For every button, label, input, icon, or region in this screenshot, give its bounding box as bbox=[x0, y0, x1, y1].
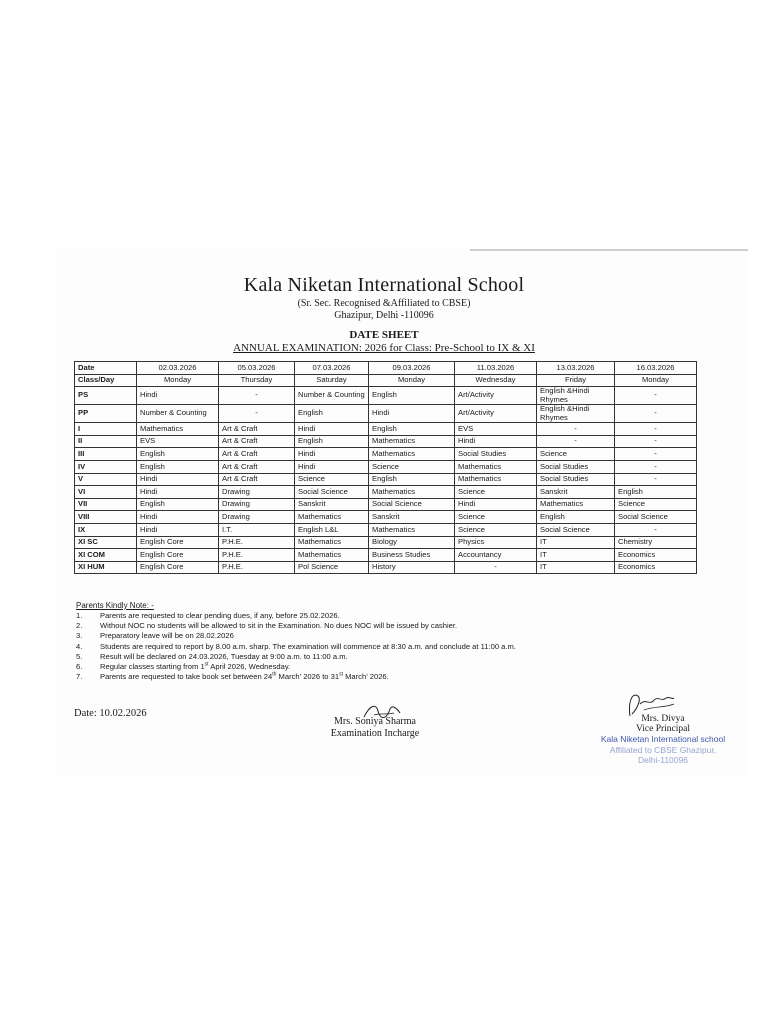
class-cell: III bbox=[75, 448, 137, 461]
day-cell: Monday bbox=[137, 374, 219, 387]
subject-cell: English bbox=[295, 435, 369, 448]
stamp-line-2: Affiliated to CBSE Ghazipur, bbox=[609, 744, 717, 755]
date-sheet-table bbox=[74, 361, 697, 574]
subject-cell: Sanskrit bbox=[537, 486, 615, 499]
subject-cell: Art & Craft bbox=[219, 460, 295, 473]
subject-cell: Science bbox=[295, 473, 369, 486]
class-cell: VII bbox=[75, 498, 137, 511]
notes-heading: Parents Kindly Note: - bbox=[76, 601, 154, 610]
subject-cell: Social Studies bbox=[455, 448, 537, 461]
note-item: 7. Parents are requested to take book set between 24th March' 2026 to 31st March' 2026. bbox=[76, 671, 389, 682]
subject-cell: Hindi bbox=[295, 460, 369, 473]
subject-cell: Mathematics bbox=[455, 473, 537, 486]
subject-cell: Art & Craft bbox=[219, 435, 295, 448]
date-cell: 02.03.2026 bbox=[137, 362, 219, 375]
subject-cell: - bbox=[615, 405, 697, 423]
note-item: 5. Result will be declared on 24.03.2026, Tuesday at 9:00 a.m. to 11:00 a.m. bbox=[76, 651, 348, 661]
subject-cell: IT bbox=[537, 549, 615, 562]
subject-cell: Hindi bbox=[137, 387, 219, 405]
date-cell: 07.03.2026 bbox=[295, 362, 369, 375]
subject-cell: Art & Craft bbox=[219, 448, 295, 461]
subject-cell: EVS bbox=[455, 423, 537, 436]
subject-cell: English Core bbox=[137, 549, 219, 562]
subject-cell: English &Hindi Rhymes bbox=[537, 387, 615, 405]
subject-cell: Mathematics bbox=[295, 536, 369, 549]
subject-cell: Social Studies bbox=[537, 460, 615, 473]
subject-cell: Social Studies bbox=[537, 473, 615, 486]
note-item: 1. Parents are requested to clear pending dues, if any, before 25.02.2026. bbox=[76, 611, 340, 620]
day-cell: Saturday bbox=[295, 374, 369, 387]
subject-cell: Hindi bbox=[295, 423, 369, 436]
subject-cell: Mathematics bbox=[455, 460, 537, 473]
subject-cell: Biology bbox=[369, 536, 455, 549]
subject-cell: Mathematics bbox=[295, 511, 369, 524]
examination-incharge-signature bbox=[320, 716, 430, 740]
subject-cell: Hindi bbox=[137, 523, 219, 536]
class-cell: VIII bbox=[75, 511, 137, 524]
table-row bbox=[75, 498, 697, 511]
table-row bbox=[75, 473, 697, 486]
subject-cell: Hindi bbox=[295, 448, 369, 461]
date-cell: 13.03.2026 bbox=[537, 362, 615, 375]
subject-cell: Drawing bbox=[219, 498, 295, 511]
subject-cell: English &Hindi Rhymes bbox=[537, 405, 615, 423]
table-row bbox=[75, 448, 697, 461]
note-item: 4. Students are required to report by 8.00 a.m. sharp. The examination will commence at 8:30 a.m. and conclude at 11:00 a.m. bbox=[76, 641, 516, 651]
table-body bbox=[75, 362, 697, 574]
subject-cell: Mathematics bbox=[369, 486, 455, 499]
day-cell: Friday bbox=[537, 374, 615, 387]
subject-cell: Art & Craft bbox=[219, 423, 295, 436]
note-item: 6. Regular classes starting from 1st April 2026, Wednesday. bbox=[76, 661, 291, 672]
subject-cell: - bbox=[219, 387, 295, 405]
table-row bbox=[75, 561, 697, 574]
subject-cell: History bbox=[369, 561, 455, 574]
subject-cell: P.H.E. bbox=[219, 561, 295, 574]
subject-cell: - bbox=[615, 523, 697, 536]
subject-cell: Art & Craft bbox=[219, 473, 295, 486]
issue-date: Date: 10.02.2026 bbox=[74, 708, 147, 719]
subject-cell: English bbox=[369, 473, 455, 486]
subject-cell: Mathematics bbox=[137, 423, 219, 436]
class-cell: PP bbox=[75, 405, 137, 423]
right-signatory-title: Vice Principal bbox=[635, 724, 691, 734]
day-cell: Thursday bbox=[219, 374, 295, 387]
subject-cell: Science bbox=[369, 460, 455, 473]
subject-cell: EVS bbox=[137, 435, 219, 448]
subject-cell: Hindi bbox=[137, 511, 219, 524]
table-row bbox=[75, 405, 697, 423]
table-row bbox=[75, 536, 697, 549]
subject-cell: Social Science bbox=[295, 486, 369, 499]
subject-cell: Mathematics bbox=[369, 523, 455, 536]
subject-cell: English bbox=[369, 387, 455, 405]
subject-cell: English bbox=[369, 423, 455, 436]
subject-cell: Mathematics bbox=[537, 498, 615, 511]
subject-cell: - bbox=[537, 435, 615, 448]
school-name: Kala Niketan International School bbox=[243, 274, 525, 296]
class-cell: I bbox=[75, 423, 137, 436]
subject-cell: - bbox=[455, 561, 537, 574]
class-cell: IV bbox=[75, 460, 137, 473]
class-cell: XI HUM bbox=[75, 561, 137, 574]
school-stamp bbox=[588, 734, 738, 766]
subject-cell: English bbox=[615, 486, 697, 499]
class-cell: V bbox=[75, 473, 137, 486]
day-cell: Monday bbox=[615, 374, 697, 387]
subject-cell: P.H.E. bbox=[219, 549, 295, 562]
date-cell: 16.03.2026 bbox=[615, 362, 697, 375]
left-signatory-name: Mrs. Soniya Sharma bbox=[334, 716, 416, 727]
subject-cell: Hindi bbox=[137, 486, 219, 499]
subject-cell: I.T. bbox=[219, 523, 295, 536]
date-row bbox=[75, 362, 697, 375]
subject-cell: Business Studies bbox=[369, 549, 455, 562]
class-cell: VI bbox=[75, 486, 137, 499]
subject-cell: English Core bbox=[137, 536, 219, 549]
subject-cell: - bbox=[615, 473, 697, 486]
day-cell: Monday bbox=[369, 374, 455, 387]
subject-cell: - bbox=[615, 387, 697, 405]
subject-cell: English Core bbox=[137, 561, 219, 574]
class-cell: IX bbox=[75, 523, 137, 536]
subject-cell: IT bbox=[537, 561, 615, 574]
stamp-line-1: Kala Niketan International school bbox=[600, 734, 726, 744]
subject-cell: Science bbox=[455, 511, 537, 524]
subject-cell: Hindi bbox=[455, 498, 537, 511]
note-item: 2. Without NOC no students will be allowed to sit in the Examination. No dues NOC will be issued by cashier. bbox=[76, 621, 458, 631]
left-signatory-title: Examination Incharge bbox=[330, 728, 420, 739]
subject-cell: Economics bbox=[615, 561, 697, 574]
subject-cell: Hindi bbox=[137, 473, 219, 486]
table-row bbox=[75, 486, 697, 499]
subject-cell: Science bbox=[455, 523, 537, 536]
class-cell: XI SC bbox=[75, 536, 137, 549]
subject-cell: Social Science bbox=[537, 523, 615, 536]
subject-cell: Science bbox=[615, 498, 697, 511]
subject-cell: Chemistry bbox=[615, 536, 697, 549]
class-cell: PS bbox=[75, 387, 137, 405]
table-row bbox=[75, 387, 697, 405]
doc-title: DATE SHEET bbox=[349, 329, 419, 341]
subject-cell: Science bbox=[455, 486, 537, 499]
subject-cell: - bbox=[615, 448, 697, 461]
table-row bbox=[75, 423, 697, 436]
subject-cell: English bbox=[137, 448, 219, 461]
day-cell: Wednesday bbox=[455, 374, 537, 387]
subject-cell: Number & Counting bbox=[137, 405, 219, 423]
subject-cell: Art/Activity bbox=[455, 387, 537, 405]
table-row bbox=[75, 523, 697, 536]
subject-cell: English bbox=[137, 498, 219, 511]
subject-cell: Number & Counting bbox=[295, 387, 369, 405]
subject-cell: Accountancy bbox=[455, 549, 537, 562]
subject-cell: Drawing bbox=[219, 511, 295, 524]
subject-cell: Science bbox=[537, 448, 615, 461]
subject-cell: Physics bbox=[455, 536, 537, 549]
subject-cell: Hindi bbox=[369, 405, 455, 423]
subject-cell: - bbox=[615, 460, 697, 473]
stamp-line-3: Delhi-110096 bbox=[638, 755, 688, 765]
subject-cell: P.H.E. bbox=[219, 536, 295, 549]
top-rule bbox=[470, 249, 748, 251]
date-cell: 09.03.2026 bbox=[369, 362, 455, 375]
subject-cell: English L&L bbox=[295, 523, 369, 536]
subject-cell: Mathematics bbox=[369, 448, 455, 461]
subject-cell: - bbox=[537, 423, 615, 436]
right-signatory-name: Mrs. Divya bbox=[641, 714, 685, 724]
table-row bbox=[75, 549, 697, 562]
note-item: 3. Preparatory leave will be on 28.02.2026 bbox=[76, 631, 234, 641]
subject-cell: English bbox=[537, 511, 615, 524]
subject-cell: - bbox=[615, 423, 697, 436]
address-line: Ghazipur, Delhi -110096 bbox=[334, 310, 434, 321]
subject-cell: Sanskrit bbox=[295, 498, 369, 511]
subject-cell: English bbox=[137, 460, 219, 473]
subject-cell: Economics bbox=[615, 549, 697, 562]
class-cell: XI COM bbox=[75, 549, 137, 562]
subject-cell: Art/Activity bbox=[455, 405, 537, 423]
subject-cell: Sanskrit bbox=[369, 511, 455, 524]
subject-cell: Drawing bbox=[219, 486, 295, 499]
subject-cell: - bbox=[615, 435, 697, 448]
day-row bbox=[75, 374, 697, 387]
subject-cell: Hindi bbox=[455, 435, 537, 448]
subject-cell: IT bbox=[537, 536, 615, 549]
subject-cell: Social Science bbox=[615, 511, 697, 524]
vice-principal-signature bbox=[598, 714, 728, 734]
subject-cell: Social Science bbox=[369, 498, 455, 511]
subject-cell: Mathematics bbox=[295, 549, 369, 562]
date-cell: 11.03.2026 bbox=[455, 362, 537, 375]
class-cell: II bbox=[75, 435, 137, 448]
affiliation-line: (Sr. Sec. Recognised &Affiliated to CBSE) bbox=[297, 298, 471, 309]
date-label-cell: Date bbox=[75, 362, 137, 375]
date-cell: 05.03.2026 bbox=[219, 362, 295, 375]
table-row bbox=[75, 511, 697, 524]
notes-list bbox=[76, 611, 516, 682]
exam-title: ANNUAL EXAMINATION: 2026 for Class: Pre-School to IX & XI bbox=[233, 342, 535, 354]
subject-cell: Pol Science bbox=[295, 561, 369, 574]
subject-cell: - bbox=[219, 405, 295, 423]
subject-cell: Mathematics bbox=[369, 435, 455, 448]
table-row bbox=[75, 435, 697, 448]
table-row bbox=[75, 460, 697, 473]
class-day-label-cell: Class/Day bbox=[75, 374, 137, 387]
subject-cell: English bbox=[295, 405, 369, 423]
